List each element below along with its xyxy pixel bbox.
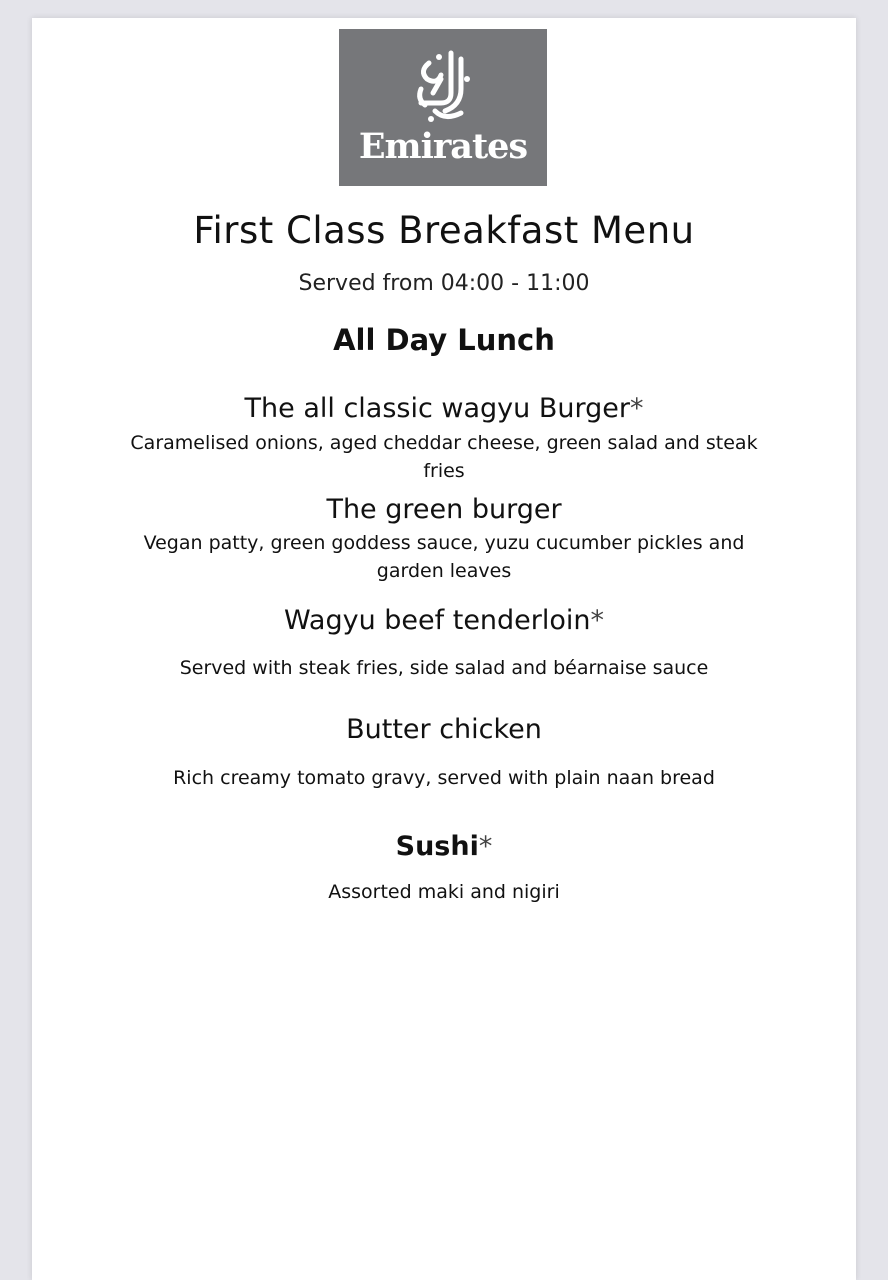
dish-description: Vegan patty, green goddess sauce, yuzu cucumber pickles and <box>143 532 745 554</box>
dish-name-text: The green burger <box>326 494 562 525</box>
dish-name-text: Wagyu beef tenderloin <box>283 605 591 636</box>
dish-name <box>32 493 856 527</box>
dish-description: Caramelised onions, aged cheddar cheese, green salad and steak <box>130 432 758 454</box>
dish-description: Rich creamy tomato gravy, served with plain naan bread <box>173 767 715 789</box>
emirates-wordmark: Emirates <box>358 126 528 167</box>
arabic-calligraphy-icon <box>411 49 475 125</box>
dish-name-text: Butter chicken <box>346 714 542 745</box>
served-hours: Served from 04:00 - 11:00 <box>298 271 590 296</box>
dish-description: Served with steak fries, side salad and béarnaise sauce <box>179 657 709 679</box>
menu-title: First Class Breakfast Menu <box>193 209 695 252</box>
menu-page <box>32 18 856 1280</box>
dish-name-text: Sushi <box>395 831 479 862</box>
dish-name <box>32 830 856 864</box>
dish-name-text: The all classic wagyu Burger <box>244 393 630 424</box>
dish-name <box>32 713 856 747</box>
dish-mark: * <box>629 393 644 424</box>
dish-description: garden leaves <box>376 560 512 582</box>
dish-mark: * <box>478 831 493 862</box>
dish-name <box>32 604 856 638</box>
dish-description: Assorted maki and nigiri <box>328 881 560 903</box>
section-title: All Day Lunch <box>333 323 555 357</box>
dish-name <box>32 392 856 426</box>
emirates-logo <box>339 29 547 186</box>
dish-description: fries <box>423 460 465 482</box>
dish-mark: * <box>590 605 605 636</box>
